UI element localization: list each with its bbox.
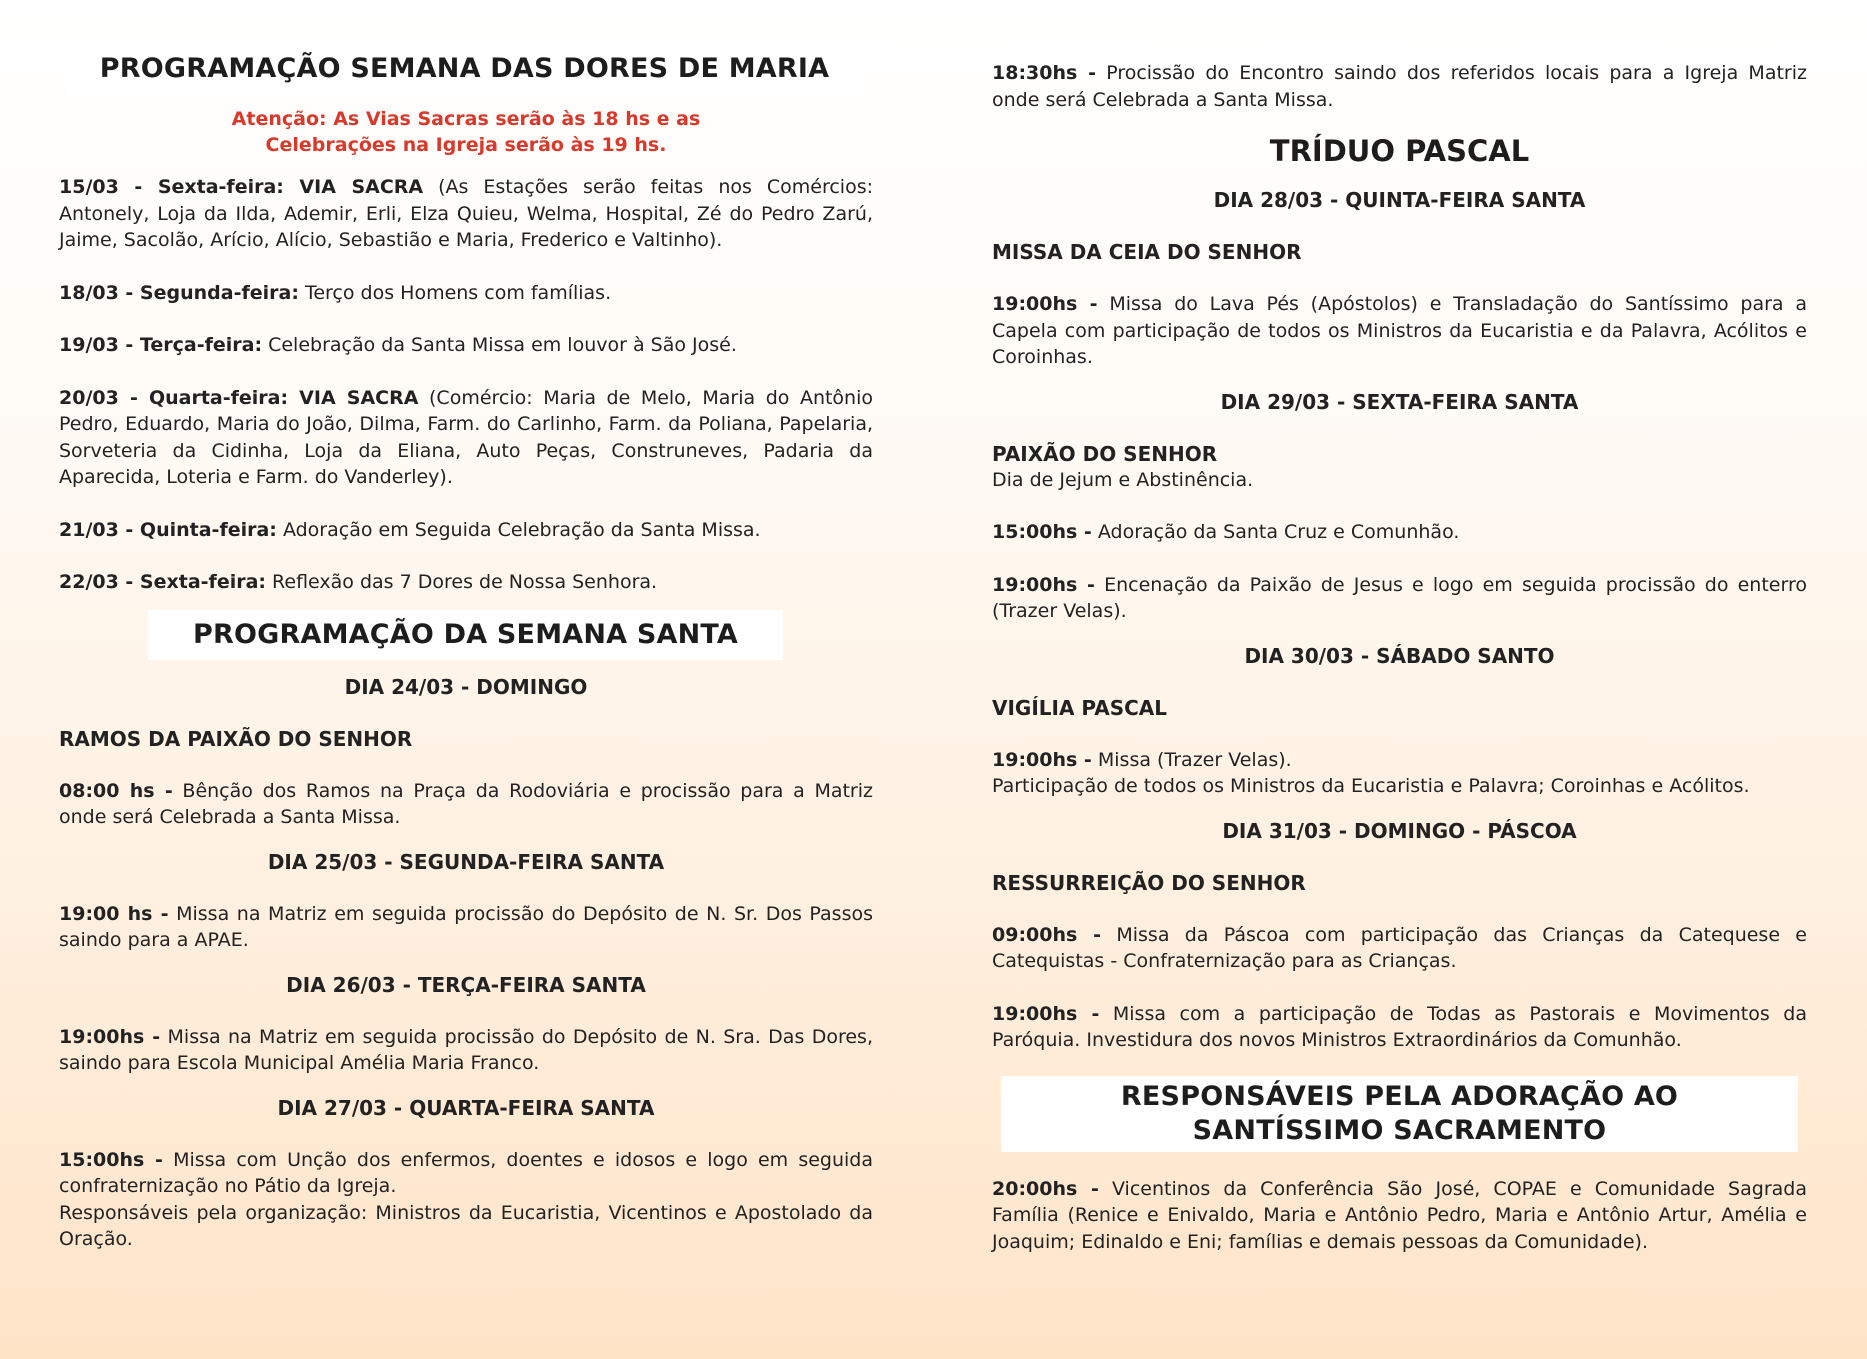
day-26-item — [59, 1024, 873, 1077]
right-column — [992, 60, 1807, 1255]
item-label: 19:00hs - — [992, 1002, 1100, 1025]
item-label: 19:00hs - — [992, 748, 1092, 771]
day-25-item — [59, 901, 873, 954]
item-text: (As Estações serão feitas nos Comércios: Antonely, Loja da Ilda, Ademir, Erli, Elza Quieu, Welma, Hospital, Zé do Pedro Zarú, Jaime, Sacolão, Arício, Alício, Sebastião e Maria, Frederico e Valtinho). — [59, 176, 873, 251]
item-18-03 — [59, 280, 873, 307]
item-text: Missa da Páscoa com participação das Crianças da Catequese e Catequistas - Confraternização para as Crianças. — [992, 923, 1807, 972]
item-label: 15:00hs - — [59, 1148, 163, 1171]
title-line-1: RESPONSÁVEIS PELA ADORAÇÃO AO — [1120, 1080, 1679, 1112]
paixao-heading: PAIXÃO DO SENHOR — [992, 441, 1218, 466]
item-text: Missa na Matriz em seguida procissão do Depósito de N. Sra. Das Dores, saindo para Escola Municipal Amélia Maria Franco. — [59, 1025, 873, 1074]
item-text: Procissão do Encontro saindo dos referidos locais para a Igreja Matriz onde será Celebrada a Santa Missa. — [992, 62, 1807, 111]
item-text: Encenação da Paixão de Jesus e logo em seguida procissão do enterro (Trazer Velas). — [992, 573, 1807, 622]
item-text: Terço dos Homens com famílias. — [298, 281, 612, 304]
item-22-03 — [59, 569, 873, 596]
day-29-item-2 — [992, 572, 1807, 625]
item-text: Vicentinos da Conferência São José, COPAE e Comunidade Sagrada Família (Renice e Enivaldo, Maria e Antônio Pedro, Maria e Antônio Artur, Amélia e Joaquim; Edinaldo e Eni; famílias e demais pessoas da Comunidade). — [992, 1177, 1807, 1253]
day-31-item-1 — [992, 922, 1807, 975]
item-label: 22/03 - Sexta-feira: — [59, 571, 267, 593]
item-label: 19:00 hs - — [59, 902, 169, 925]
item-label: 20:00hs - — [992, 1177, 1099, 1200]
item-text: Celebração da Santa Missa em louvor à São José. — [262, 334, 737, 356]
ressurreicao-heading: RESSURREIÇÃO DO SENHOR — [992, 870, 1306, 895]
title-responsaveis-adoracao — [1001, 1076, 1798, 1152]
item-label: 19:00hs - — [992, 293, 1098, 315]
day-31-item-2 — [992, 1001, 1807, 1054]
left-column — [59, 44, 873, 1253]
item-text: Missa com Unção dos enfermos, doentes e idosos e logo em seguida confraternização no Pátio da Igreja. — [59, 1148, 873, 1197]
item-label: 15/03 - Sexta-feira: VIA SACRA — [59, 176, 424, 198]
item-label: 21/03 - Quinta-feira: — [59, 518, 277, 541]
day-28-item — [992, 291, 1807, 371]
attention-notice — [59, 106, 873, 158]
triduo-title: TRÍDUO PASCAL — [1269, 134, 1530, 168]
item-label: 15:00hs - — [992, 521, 1092, 543]
item-label: 08:00 hs - — [59, 779, 173, 802]
item-text: Bênção dos Ramos na Praça da Rodoviária e procissão para a Matriz onde será Celebrada a Santa Missa. — [59, 779, 873, 828]
item-15-03 — [59, 174, 873, 254]
item-label: 19:00hs - — [59, 1025, 161, 1048]
item-19-03 — [59, 332, 873, 359]
item-text: Missa do Lava Pés (Apóstolos) e Transladação do Santíssimo para a Capela com participação de todos os Ministros da Eucaristia e da Palavra, Acólitos e Coroinhas. — [992, 293, 1807, 368]
item-label: 09:00hs - — [992, 923, 1102, 946]
vigilia-heading: VIGÍLIA PASCAL — [992, 695, 1168, 720]
item-text: Reflexão das 7 Dores de Nossa Senhora. — [266, 571, 658, 593]
day-25-heading: DIA 25/03 - SEGUNDA-FEIRA SANTA — [267, 849, 665, 874]
ceia-heading: MISSA DA CEIA DO SENHOR — [992, 240, 1302, 264]
item-label: 19:00hs - — [992, 573, 1095, 596]
item-label: 19/03 - Terça-feira: — [59, 334, 263, 356]
title-dores-de-maria: PROGRAMAÇÃO SEMANA DAS DORES DE MARIA — [68, 44, 861, 94]
day-30-participacao: Participação de todos os Ministros da Eucaristia e Palavra; Coroinhas e Acólitos. — [992, 775, 1750, 797]
item-text: Missa (Trazer Velas). — [1091, 748, 1292, 771]
item-text: Adoração em Seguida Celebração da Santa Missa. — [276, 518, 761, 541]
day-27-heading: DIA 27/03 - QUARTA-FEIRA SANTA — [277, 1095, 655, 1120]
item-label: 18:30hs - — [992, 62, 1096, 84]
day-27-item — [59, 1147, 873, 1200]
item-text: Missa com a participação de Todas as Pastorais e Movimentos da Paróquia. Investidura dos novos Ministros Extraordinários da Comunhão. — [992, 1002, 1807, 1051]
item-text: Adoração da Santa Cruz e Comunhão. — [1091, 521, 1460, 543]
day-28-heading: DIA 28/03 - QUINTA-FEIRA SANTA — [1213, 188, 1586, 212]
attention-line-2: Celebrações na Igreja serão às 19 hs. — [265, 134, 667, 156]
item-20-03 — [59, 385, 873, 491]
day-30-heading: DIA 30/03 - SÁBADO SANTO — [1244, 643, 1555, 668]
item-label: 18/03 - Segunda-feira: — [59, 281, 299, 304]
day-24-heading: DIA 24/03 - DOMINGO — [344, 674, 588, 699]
procissao-encontro-item — [992, 60, 1807, 113]
ramos-item — [59, 778, 873, 831]
jejum-text: Dia de Jejum e Abstinência. — [992, 468, 1254, 491]
day-29-item-1 — [992, 519, 1807, 546]
ramos-heading: RAMOS DA PAIXÃO DO SENHOR — [59, 726, 413, 751]
day-29-heading: DIA 29/03 - SEXTA-FEIRA SANTA — [1220, 389, 1579, 414]
day-31-heading: DIA 31/03 - DOMINGO - PÁSCOA — [1222, 818, 1577, 843]
day-30-item — [992, 747, 1807, 774]
title-line-2: SANTÍSSIMO SACRAMENTO — [1192, 1114, 1607, 1146]
adoracao-item — [992, 1176, 1807, 1256]
day-26-heading: DIA 26/03 - TERÇA-FEIRA SANTA — [286, 972, 646, 997]
day-27-responsaveis: Responsáveis pela organização: Ministros da Eucaristia, Vicentinos e Apostolado da Oração. — [59, 1201, 873, 1250]
item-text: (Comércio: Maria de Melo, Maria do Antônio Pedro, Eduardo, Maria do João, Dilma, Farm. do Carlinho, Farm. da Poliana, Papelaria, Sorveteria da Cidinha, Loja da Eliana, Auto Peças, Construneves, Padaria da Aparecida, Loteria e Farm. do Vanderley). — [59, 386, 874, 488]
item-label: 20/03 - Quarta-feira: VIA SACRA — [59, 386, 419, 409]
title-semana-santa: PROGRAMAÇÃO DA SEMANA SANTA — [148, 610, 783, 660]
attention-line-1: Atenção: As Vias Sacras serão às 18 hs e as — [231, 108, 701, 130]
item-21-03 — [59, 517, 873, 544]
item-text: Missa na Matriz em seguida procissão do Depósito de N. Sr. Dos Passos saindo para a APAE. — [59, 902, 873, 951]
